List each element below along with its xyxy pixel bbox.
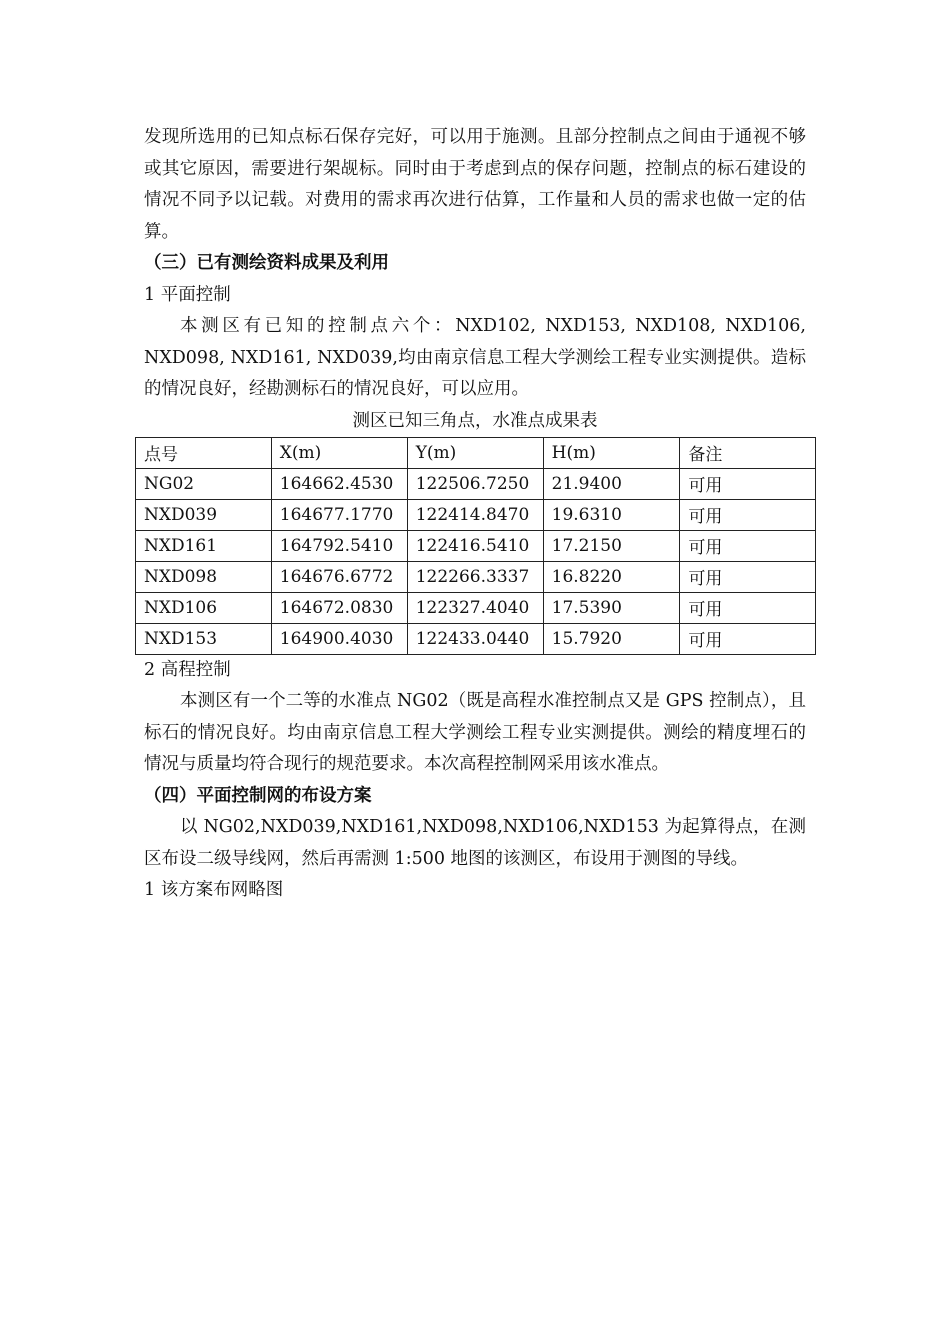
cell-point-id: NXD106 bbox=[136, 592, 272, 623]
section-3-heading: （三）已有测绘资料成果及利用 bbox=[144, 253, 389, 273]
cell-y: 122266.3337 bbox=[407, 561, 543, 592]
cell-remark: 可用 bbox=[680, 468, 816, 499]
cell-h: 17.5390 bbox=[543, 592, 680, 623]
cell-x: 164792.5410 bbox=[271, 530, 407, 561]
table-row bbox=[136, 623, 816, 654]
cell-y: 122506.7250 bbox=[407, 468, 543, 499]
header-x: X(m) bbox=[271, 437, 407, 468]
control-points-table bbox=[135, 437, 816, 655]
cell-point-id: NG02 bbox=[136, 468, 272, 499]
cell-point-id: NXD098 bbox=[136, 561, 272, 592]
cell-remark: 可用 bbox=[680, 592, 816, 623]
cell-y: 122433.0440 bbox=[407, 623, 543, 654]
cell-remark: 可用 bbox=[680, 561, 816, 592]
table-row bbox=[136, 592, 816, 623]
cell-h: 21.9400 bbox=[543, 468, 680, 499]
table-row bbox=[136, 468, 816, 499]
table-row bbox=[136, 530, 816, 561]
cell-remark: 可用 bbox=[680, 530, 816, 561]
cell-remark: 可用 bbox=[680, 623, 816, 654]
cell-x: 164672.0830 bbox=[271, 592, 407, 623]
cell-y: 122327.4040 bbox=[407, 592, 543, 623]
table-row bbox=[136, 499, 816, 530]
table-header-row bbox=[136, 437, 816, 468]
cell-point-id: NXD153 bbox=[136, 623, 272, 654]
subsection-network-sketch: 1 该方案布网略图 bbox=[144, 880, 284, 900]
header-y: Y(m) bbox=[407, 437, 543, 468]
cell-y: 122414.8470 bbox=[407, 499, 543, 530]
table-caption: 测区已知三角点，水准点成果表 bbox=[352, 410, 598, 431]
cell-h: 19.6310 bbox=[543, 499, 680, 530]
plane-control-paragraph: 本测区有已知的控制点六个：NXD102, NXD153, NXD108, NXD106, NXD098, NXD161, NXD039,均由南京信息工程大学测绘工程专业实测提供。造标的情况良好，经勘测标石的情况良好，可以应用。 bbox=[144, 316, 806, 399]
cell-h: 17.2150 bbox=[543, 530, 680, 561]
cell-h: 16.8220 bbox=[543, 561, 680, 592]
cell-point-id: NXD161 bbox=[136, 530, 272, 561]
cell-h: 15.7920 bbox=[543, 623, 680, 654]
cell-x: 164676.6772 bbox=[271, 561, 407, 592]
subsection-plane-control: 1 平面控制 bbox=[144, 284, 231, 305]
cell-x: 164677.1770 bbox=[271, 499, 407, 530]
header-h: H(m) bbox=[543, 437, 680, 468]
subsection-elevation-control: 2 高程控制 bbox=[144, 659, 231, 680]
document-page bbox=[144, 122, 806, 907]
cell-remark: 可用 bbox=[680, 499, 816, 530]
cell-y: 122416.5410 bbox=[407, 530, 543, 561]
cell-x: 164900.4030 bbox=[271, 623, 407, 654]
intro-paragraph: 发现所选用的已知点标石保存完好，可以用于施测。且部分控制点之间由于通视不够或其它原因，需要进行架觇标。同时由于考虑到点的保存问题，控制点的标石建设的情况不同予以记载。对费用的需求再次进行估算，工作量和人员的需求也做一定的估算。 bbox=[144, 127, 806, 242]
header-remark: 备注 bbox=[680, 437, 816, 468]
section-4-heading: （四）平面控制网的布设方案 bbox=[144, 785, 372, 806]
network-layout-paragraph: 以 NG02,NXD039,NXD161,NXD098,NXD106,NXD153 为起算得点，在测区布设二级导线网，然后再需测 1:500 地图的该测区，布设用于测图的导线。 bbox=[144, 817, 806, 869]
elevation-control-paragraph: 本测区有一个二等的水准点 NG02（既是高程水准控制点又是 GPS 控制点），且标石的情况良好。均由南京信息工程大学测绘工程专业实测提供。测绘的精度埋石的情况与质量均符合现行的规范要求。本次高程控制网采用该水准点。 bbox=[144, 691, 806, 774]
cell-point-id: NXD039 bbox=[136, 499, 272, 530]
cell-x: 164662.4530 bbox=[271, 468, 407, 499]
table-row bbox=[136, 561, 816, 592]
header-point-id: 点号 bbox=[136, 437, 272, 468]
